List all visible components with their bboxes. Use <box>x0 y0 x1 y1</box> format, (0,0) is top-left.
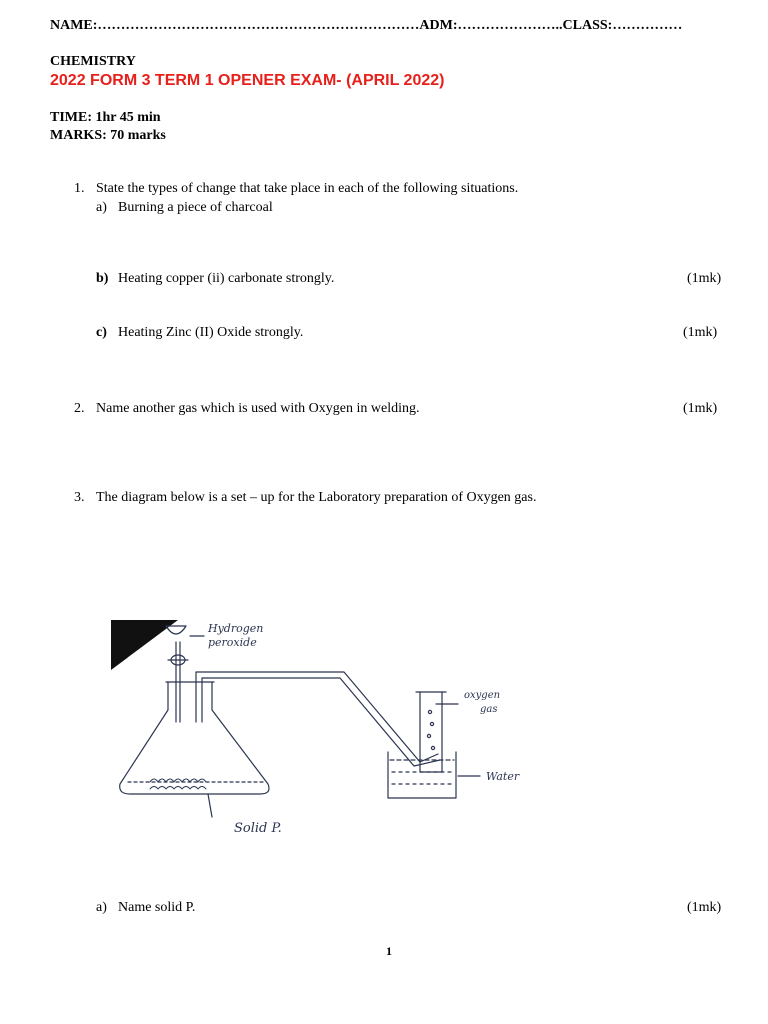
label-oxygen: oxygen <box>464 690 501 701</box>
question-2-marks: (1mk) <box>683 401 718 416</box>
question-3a-letter: a) <box>96 900 107 915</box>
oxygen-preparation-diagram <box>108 612 558 852</box>
conical-flask <box>120 682 269 794</box>
question-1b-marks: (1mk) <box>687 271 722 286</box>
exam-title: 2022 FORM 3 TERM 1 OPENER EXAM- (APRIL 2022) <box>50 72 445 89</box>
label-peroxide: peroxide <box>208 636 257 649</box>
subject-heading: CHEMISTRY <box>50 54 136 69</box>
question-1-text: State the types of change that take place in each of the following situations. <box>96 181 519 196</box>
exam-time: TIME: 1hr 45 min <box>50 110 161 125</box>
delivery-tube <box>196 672 438 762</box>
corner-triangle-mark <box>111 620 178 670</box>
question-1c-text: Heating Zinc (II) Oxide strongly. <box>118 325 304 340</box>
question-3-number: 3. <box>74 490 85 505</box>
water-trough <box>388 752 456 798</box>
question-3-text: The diagram below is a set – up for the Laboratory preparation of Oxygen gas. <box>96 490 537 505</box>
question-1c-marks: (1mk) <box>683 325 718 340</box>
label-hydrogen: Hydrogen <box>208 622 264 635</box>
exam-marks: MARKS: 70 marks <box>50 128 166 143</box>
question-2-number: 2. <box>74 401 85 416</box>
question-1-number: 1. <box>74 181 85 196</box>
question-1a-text: Burning a piece of charcoal <box>118 200 273 215</box>
question-3a-marks: (1mk) <box>687 900 722 915</box>
label-solid-p: Solid P. <box>234 821 282 836</box>
question-1b-text: Heating copper (ii) carbonate strongly. <box>118 271 335 286</box>
question-1a-letter: a) <box>96 200 107 215</box>
label-water: Water <box>486 770 520 783</box>
question-3a-text: Name solid P. <box>118 900 196 915</box>
label-gas: gas <box>480 704 498 715</box>
page-number: 1 <box>386 944 392 958</box>
question-1c-letter: c) <box>96 325 107 340</box>
question-1b-letter: b) <box>96 271 109 286</box>
name-adm-class-line: NAME:……………………………………………………………ADM:…………………..CLASS:…………… <box>50 18 683 33</box>
tap-funnel <box>166 626 188 722</box>
question-2-text: Name another gas which is used with Oxygen in welding. <box>96 401 420 416</box>
